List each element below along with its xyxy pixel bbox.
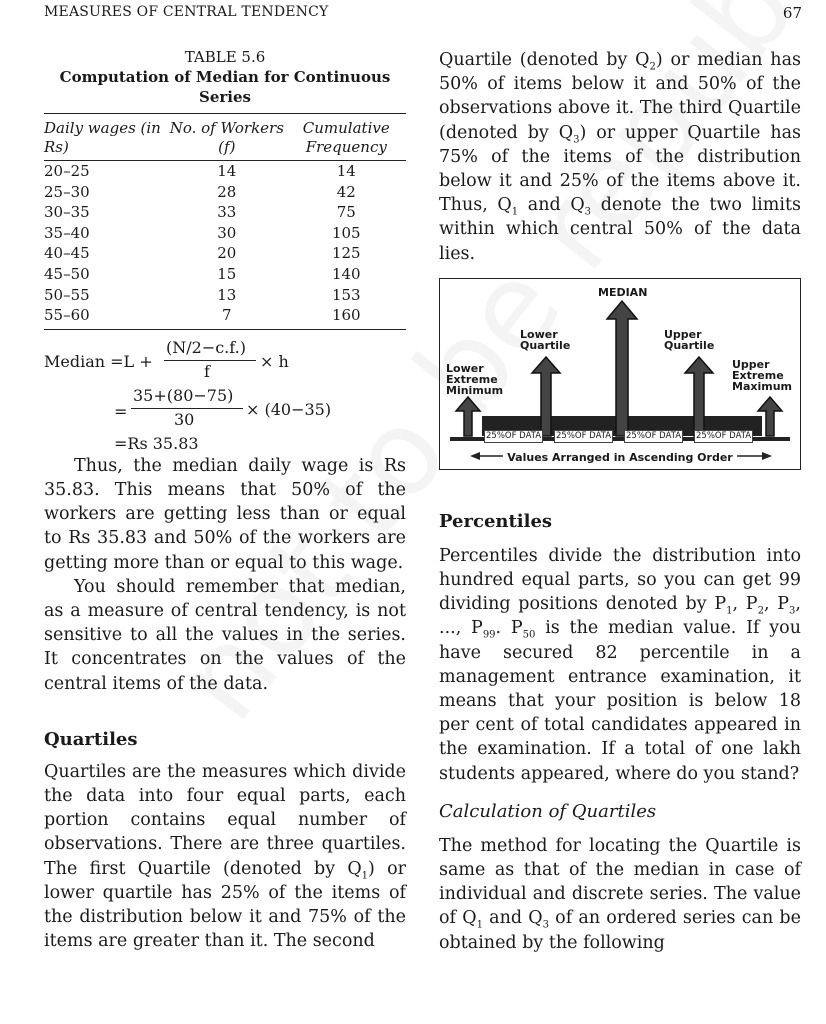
lower-extreme-label: Lower Extreme Minimum (446, 361, 504, 397)
segment-label: 25%OF DATA (696, 430, 752, 441)
cell-workers: 30 (217, 223, 237, 242)
substitution-denominator: 30 (174, 409, 195, 429)
cell-cf: 125 (331, 244, 361, 263)
cell-wages: 30–35 (44, 203, 90, 222)
table-row (44, 202, 406, 223)
table-row (44, 243, 406, 264)
cell-wages: 20–25 (44, 162, 90, 180)
ascending-order-caption: Values Arranged in Ascending Order (440, 451, 800, 464)
median-formula (44, 336, 406, 454)
table-row (44, 305, 406, 329)
cell-wages: 45–50 (44, 264, 90, 283)
table-header-row (44, 114, 406, 161)
header-cumulative-frequency: Cumulative Frequency (287, 114, 406, 161)
cell-cf: 140 (331, 264, 361, 283)
cell-cf: 14 (336, 162, 356, 180)
table-row (44, 285, 406, 306)
lower-quartile-label: Lower Quartile (520, 327, 571, 352)
running-title: MEASURES OF CENTRAL TENDENCY (44, 4, 329, 20)
median-interpretation-paragraph: Thus, the median daily wage is Rs 35.83. This means that 50% of the workers are getting less than or equal to Rs 35.83 and 50% of the workers are getting more than or equal to this wage. (44, 455, 406, 573)
quartile-diagram (439, 278, 801, 470)
cell-wages: 55–60 (44, 305, 167, 329)
cell-cf: 42 (336, 182, 356, 201)
cell-wages: 35–40 (44, 223, 90, 242)
table-row (44, 182, 406, 203)
cell-wages: 50–55 (44, 285, 90, 304)
median-result: =Rs 35.83 (114, 433, 199, 453)
left-column (44, 48, 406, 953)
cell-workers: 14 (217, 162, 237, 180)
cell-workers: 7 (167, 305, 286, 329)
cell-workers: 33 (217, 203, 237, 222)
substitution-numerator: 35+(80−75) (133, 385, 234, 405)
formula-lhs: Median =L + (44, 351, 153, 371)
cell-cf: 75 (336, 203, 356, 222)
page-header (44, 4, 802, 26)
median-table (44, 113, 406, 330)
formula-equals: = (114, 401, 128, 421)
fraction-bar (131, 408, 243, 409)
segment-label: 25%OF DATA (556, 430, 612, 441)
right-column (439, 48, 801, 955)
cell-wages: 40–45 (44, 244, 90, 263)
calculation-paragraph: The method for locating the Quartile is same as that of the median in case of individual and discrete series. The value of $Q_1$ and $Q_3$ of an ordered series can be obtained by the following (439, 835, 801, 953)
cell-workers: 20 (217, 244, 237, 263)
median-sensitivity-paragraph: You should remember that median, as a measure of central tendency, is not sensitive to all the values in the series. It concentrates on the values of the central items of the data. (44, 576, 406, 694)
segment-label: 25%OF DATA (486, 430, 542, 441)
table-title: Computation of Median for Continuous Series (59, 68, 391, 106)
formula-rhs: × h (260, 351, 289, 371)
upper-extreme-label: Upper Extreme Maximum (732, 357, 792, 393)
percentiles-heading: Percentiles (439, 510, 553, 532)
upper-quartile-label: Upper Quartile (664, 327, 715, 352)
header-workers: No. of Workers (f) (167, 114, 286, 161)
header-daily-wages: Daily wages (in Rs) (44, 114, 167, 161)
median-label: MEDIAN (598, 285, 648, 299)
segment-label: 25%OF DATA (626, 430, 682, 441)
table-row (44, 223, 406, 244)
table-row (44, 161, 406, 182)
cell-workers: 13 (217, 285, 237, 304)
cell-workers: 15 (217, 264, 237, 283)
formula-denominator: f (204, 361, 210, 381)
cell-workers: 28 (217, 182, 237, 201)
formula-numerator: (N/2−c.f.) (166, 337, 246, 357)
quartiles-paragraph: Quartiles are the measures which divide the data into four equal parts, each portion contains equal number of observations. There are three quartiles. The first Quartile (denoted by $Q_1$) or lower quartile has 25% of the items of the distribution below it and 75% of the items are greater than it. The second (44, 761, 406, 952)
calculation-of-quartiles-heading: Calculation of Quartiles (439, 800, 657, 822)
cell-cf: 105 (331, 223, 361, 242)
fraction-bar (164, 360, 256, 361)
cell-cf: 160 (287, 305, 406, 329)
substitution-rhs: × (40−35) (246, 399, 332, 419)
quartiles-heading: Quartiles (44, 728, 138, 750)
cell-cf: 153 (331, 285, 361, 304)
quartiles-continued-paragraph: Quartile (denoted by $Q_2$) or median has 50% of items below it and 50% of the observations above it. The third Quartile (denoted by $Q_3$) or upper Quartile has 75% of the items of the distribution below it and 25% of the items above it. Thus, $Q_1$ and $Q_3$ denote the two limits within which central 50% of the data lies. (439, 50, 801, 264)
page-number: 67 (782, 4, 802, 22)
percentiles-paragraph: Percentiles divide the distribution into hundred equal parts, so you can get 99 dividing positions denoted by $P_1$, $P_2$, $P_3$, ..., $P_{99}$. $P_{50}$ is the median value. If you have secured 82 percentile in a management entrance examination, it means that your position is below 18 per cent of total candidates appeared in the examination. If a total of one lakh students appeared, where do you stand? (439, 545, 801, 784)
table-caption: TABLE 5.6 (184, 48, 266, 66)
cell-wages: 25–30 (44, 182, 90, 201)
table-row (44, 264, 406, 285)
